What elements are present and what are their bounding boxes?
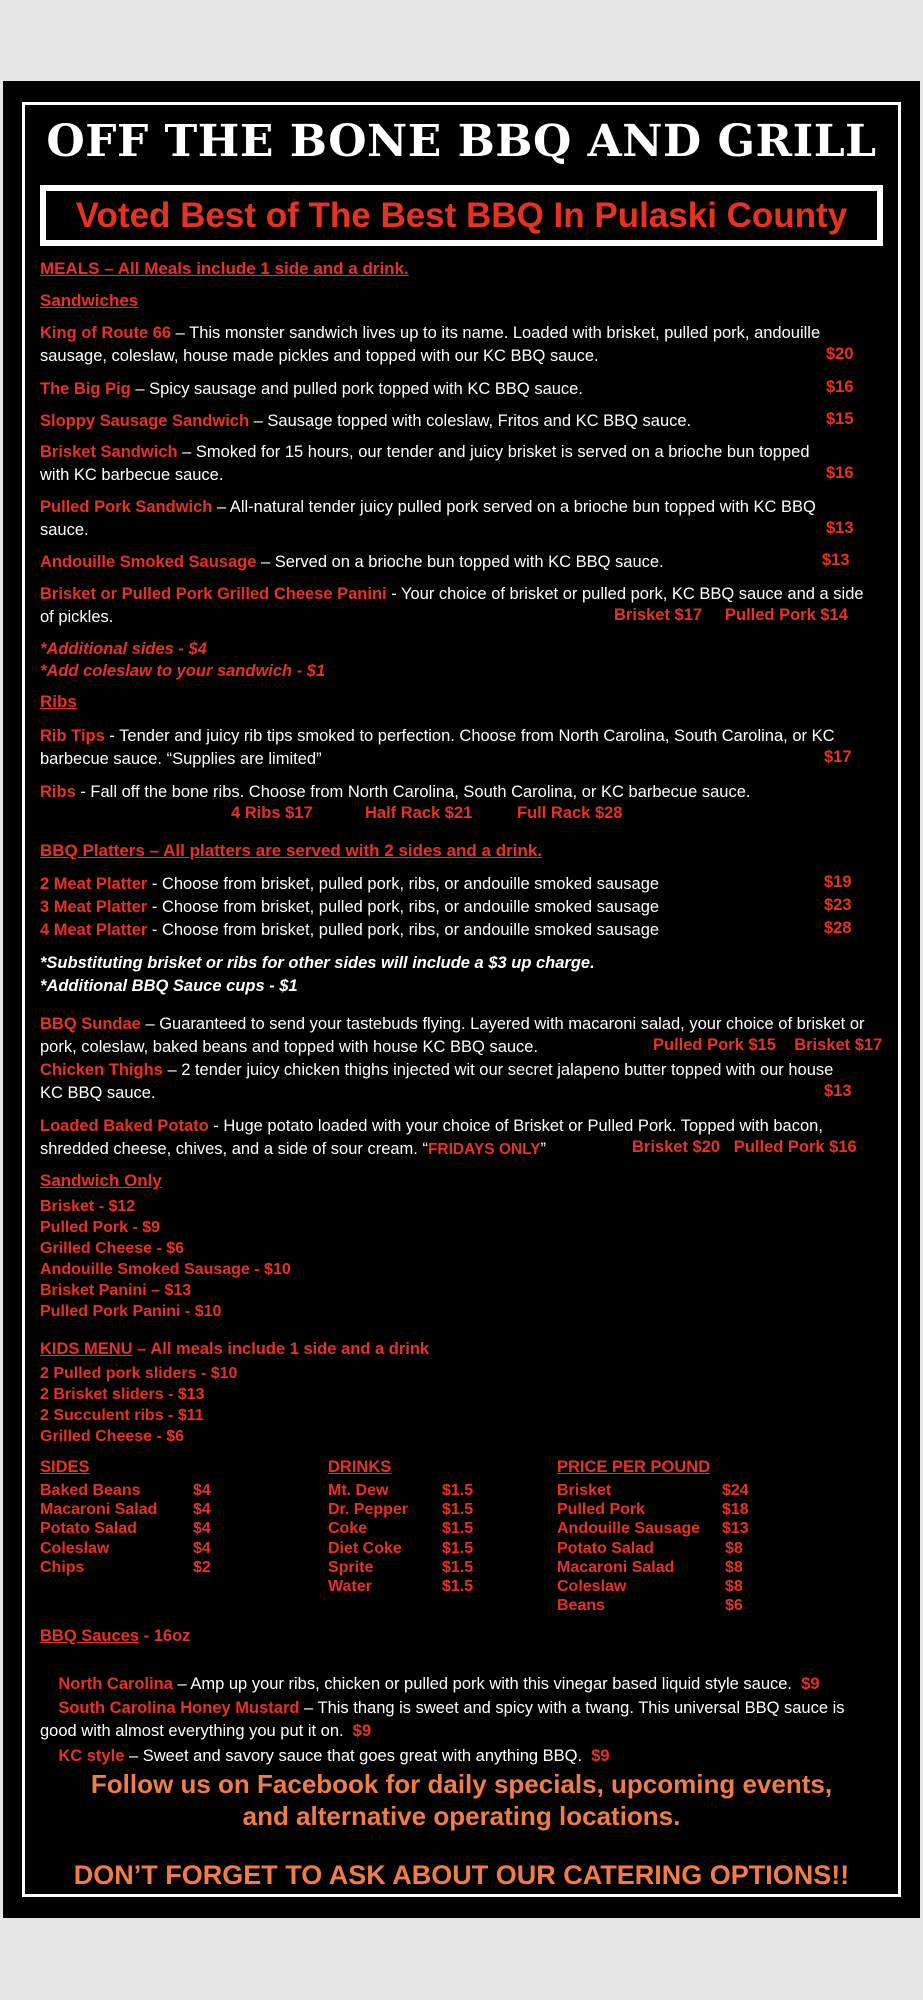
item-price: $13 <box>826 519 854 537</box>
note-substituting: *Substituting brisket or ribs for other sides will include a $3 up charge. <box>40 954 595 972</box>
item-price: $17 <box>824 748 852 766</box>
ppp-name: Beans <box>557 1597 606 1615</box>
sauce-price: $9 <box>591 1747 610 1765</box>
sauces-title: BBQ Sauces <box>40 1627 140 1645</box>
sauce-price: $9 <box>352 1722 372 1740</box>
item-name: Loaded Baked Potato <box>40 1117 209 1135</box>
item-price: $20 <box>826 345 854 363</box>
meals-heading: MEALS – All Meals include 1 side and a drink. <box>40 259 409 278</box>
item-price: $16 <box>826 464 854 482</box>
sides-prices <box>193 1481 211 1577</box>
item-name: Brisket Sandwich <box>40 443 178 461</box>
menu-item-king-of-route-66 <box>40 322 875 368</box>
item-desc: – Served on a brioche bun topped with KC BBQ sauce. <box>256 553 664 571</box>
item-desc: - Fall off the bone ribs. Choose from North Carolina, South Carolina, or KC barbecue sauce. <box>75 783 751 801</box>
ppp-price: $13 <box>722 1520 749 1538</box>
side-name: Chips <box>40 1558 85 1576</box>
item-desc: - Choose from brisket, pulled pork, ribs, or andouille smoked sausage <box>147 921 660 939</box>
item-name: Sloppy Sausage Sandwich <box>40 412 250 430</box>
menu-item-the-big-pig <box>40 378 870 401</box>
ppp-name: Brisket <box>557 1482 612 1499</box>
side-price: $4 <box>193 1520 211 1538</box>
item-name: Pulled Pork Sandwich <box>40 498 213 516</box>
ppp-name: Macaroni Salad <box>557 1558 675 1576</box>
kids-menu-title: KIDS MENU <box>40 1340 133 1358</box>
side-name: Baked Beans <box>40 1482 141 1499</box>
item-name: 2 Meat Platter <box>40 875 148 893</box>
ppp-name: Pulled Pork <box>557 1501 646 1519</box>
list-item: Andouille Smoked Sausage - $10 <box>40 1261 291 1278</box>
ppp-price: $6 <box>725 1597 743 1615</box>
list-item: Grilled Cheese - $6 <box>40 1428 185 1445</box>
drink-price: $1.5 <box>442 1482 474 1499</box>
item-desc: - Your choice of brisket or pulled pork, KC BBQ sauce and a side of pickles. <box>40 585 864 626</box>
item-desc: – Smoked for 15 hours, our tender and juicy brisket is served on a brioche bun topped with KC barbecue sauce. <box>40 443 810 484</box>
item-name: 4 Meat Platter <box>40 921 148 939</box>
platters-heading: BBQ Platters – All platters are served with 2 sides and a drink. <box>40 841 542 860</box>
item-price: $13 <box>822 551 850 569</box>
facebook-line-2: and alternative operating locations. <box>242 1801 681 1831</box>
price-full-rack: Full Rack $28 <box>517 804 623 822</box>
drinks-heading: DRINKS <box>328 1458 392 1476</box>
item-name: The Big Pig <box>40 380 131 398</box>
drink-price: $1.5 <box>442 1578 474 1596</box>
item-price: Brisket $20 Pulled Pork $16 <box>632 1138 857 1156</box>
sandwich-only-list <box>40 1196 291 1322</box>
side-name: Macaroni Salad <box>40 1501 158 1519</box>
ppp-price: $8 <box>725 1558 743 1576</box>
menu-item-pulled-pork-sandwich <box>40 496 820 542</box>
item-desc: - Choose from brisket, pulled pork, ribs, or andouille smoked sausage <box>147 898 660 916</box>
drink-price: $1.5 <box>442 1558 474 1576</box>
list-item: 2 Brisket sliders - $13 <box>40 1386 205 1403</box>
menu-item-chicken-thighs <box>40 1059 860 1105</box>
kids-menu-list <box>40 1363 237 1447</box>
drink-price: $1.5 <box>442 1501 474 1519</box>
list-item: Brisket - $12 <box>40 1198 136 1215</box>
note-sauce-cups: *Additional BBQ Sauce cups - $1 <box>40 977 298 995</box>
drink-price: $1.5 <box>442 1539 474 1557</box>
drink-name: Sprite <box>328 1558 374 1576</box>
sauce-name: KC style <box>58 1747 125 1765</box>
item-name: Ribs <box>40 783 76 801</box>
sauce-price: $9 <box>801 1675 820 1693</box>
ppp-name: Potato Salad <box>557 1539 654 1557</box>
item-desc: - Huge potato loaded with your choice of Brisket or Pulled Pork. Topped with bacon, shredded cheese, chives, and a side of sour cream. “ <box>40 1117 823 1158</box>
note-additional-sides: *Additional sides - $4 <box>40 640 207 658</box>
facebook-line-1: Follow us on Facebook for daily specials, upcoming events, <box>90 1769 833 1799</box>
ppp-name: Andouille Sausage <box>557 1520 701 1538</box>
list-item: 2 Pulled pork sliders - $10 <box>40 1365 238 1382</box>
item-price: $13 <box>824 1082 852 1100</box>
item-name: Rib Tips <box>40 727 105 745</box>
side-name: Potato Salad <box>40 1520 137 1538</box>
item-desc: – Sausage topped with coleslaw, Fritos and KC BBQ sauce. <box>249 412 692 430</box>
list-item: 2 Succulent ribs - $11 <box>40 1407 204 1424</box>
sides-names <box>40 1481 157 1577</box>
ribs-heading: Ribs <box>40 692 77 711</box>
ppp-price: $24 <box>722 1482 749 1499</box>
list-item: Brisket Panini – $13 <box>40 1282 192 1299</box>
drink-name: Dr. Pepper <box>328 1501 409 1519</box>
sauces-size: - 16oz <box>139 1627 191 1645</box>
catering-notice: DON’T FORGET TO ASK ABOUT OUR CATERING OPTIONS!! <box>73 1860 850 1890</box>
drink-name: Mt. Dew <box>328 1482 389 1499</box>
sauce-desc: – This thang is sweet and spicy with a twang. This universal BBQ sauce is good with almost everything you put it on. <box>40 1699 850 1740</box>
item-price: Pulled Pork $15 Brisket $17 <box>653 1036 883 1054</box>
sauce-desc: – Sweet and savory sauce that goes great with anything BBQ. <box>124 1747 592 1765</box>
fridays-only-tag: FRIDAYS ONLY <box>427 1141 541 1158</box>
drink-name: Water <box>328 1578 372 1596</box>
item-price: $23 <box>824 896 852 914</box>
item-price: $15 <box>826 410 854 428</box>
item-desc: – Guaranteed to send your tastebuds flying. Layered with macaroni salad, your choice of brisket or pork, coleslaw, baked beans and topped with house KC BBQ sauce. <box>40 1015 865 1056</box>
ppp-price: $18 <box>722 1501 749 1519</box>
side-price: $2 <box>193 1558 211 1576</box>
menu-item-3-meat-platter <box>40 896 870 919</box>
item-desc: - Tender and juicy rib tips smoked to perfection. Choose from North Carolina, South Carolina, or KC barbecue sauce. “Supplies are limited” <box>40 727 835 768</box>
menu-item-ribs <box>40 781 870 804</box>
price-per-pound-names <box>557 1481 700 1615</box>
list-item: Grilled Cheese - $6 <box>40 1240 185 1257</box>
sandwich-only-heading: Sandwich Only <box>40 1171 162 1190</box>
item-desc-close: ” <box>540 1140 547 1158</box>
restaurant-title: OFF THE BONE BBQ AND GRILL <box>46 116 877 167</box>
sauce-name: South Carolina Honey Mustard <box>58 1699 300 1717</box>
list-item: Pulled Pork Panini - $10 <box>40 1303 222 1320</box>
menu-item-rib-tips <box>40 725 875 771</box>
drink-name: Diet Coke <box>328 1539 402 1557</box>
menu-item-4-meat-platter <box>40 919 870 942</box>
drinks-prices <box>442 1481 473 1596</box>
price-per-pound-prices <box>722 1481 749 1615</box>
item-price: Brisket $17 Pulled Pork $14 <box>614 606 848 624</box>
item-price: $28 <box>824 919 852 937</box>
note-add-coleslaw: *Add coleslaw to your sandwich - $1 <box>40 662 326 680</box>
price-per-pound-heading: PRICE PER POUND <box>557 1458 711 1476</box>
price-4-ribs: 4 Ribs $17 <box>231 804 313 822</box>
drink-price: $1.5 <box>442 1520 474 1538</box>
item-desc: – All-natural tender juicy pulled pork served on a brioche bun topped with KC BBQ sauce. <box>40 498 816 539</box>
ppp-name: Coleslaw <box>557 1578 627 1596</box>
list-item: Pulled Pork - $9 <box>40 1219 161 1236</box>
drinks-names <box>328 1481 408 1596</box>
kids-menu-subtitle: – All meals include 1 side and a drink <box>132 1340 430 1358</box>
item-desc: – Spicy sausage and pulled pork topped with KC BBQ sauce. <box>130 380 583 398</box>
drink-name: Coke <box>328 1520 368 1538</box>
menu-item-brisket-sandwich <box>40 441 820 487</box>
sauce-name: North Carolina <box>58 1675 173 1693</box>
sandwiches-heading: Sandwiches <box>40 291 139 310</box>
menu-item-andouille-smoked-sausage <box>40 551 870 574</box>
ppp-price: $8 <box>725 1539 743 1557</box>
item-name: BBQ Sundae <box>40 1015 141 1033</box>
ppp-price: $8 <box>725 1578 743 1596</box>
kids-menu-heading <box>40 1340 429 1359</box>
side-price: $4 <box>193 1501 211 1519</box>
award-banner-text: Voted Best of The Best BBQ In Pulaski County <box>75 195 848 235</box>
sauce-desc: – Amp up your ribs, chicken or pulled pork with this vinegar based liquid style sauce. <box>172 1675 802 1693</box>
menu-item-sloppy-sausage-sandwich <box>40 410 870 433</box>
item-desc: – 2 tender juicy chicken thighs injected wit our secret jalapeno butter topped with our house KC BBQ sauce. <box>40 1061 834 1102</box>
item-desc: – This monster sandwich lives up to its name. Loaded with brisket, pulled pork, andouille sausage, coleslaw, house made pickles and topped with our KC BBQ sauce. <box>40 324 821 365</box>
item-name: Brisket or Pulled Pork Grilled Cheese Panini <box>40 585 387 603</box>
side-price: $4 <box>193 1539 211 1557</box>
menu-item-2-meat-platter <box>40 873 870 896</box>
item-name: 3 Meat Platter <box>40 898 148 916</box>
item-price: $16 <box>826 378 854 396</box>
award-banner <box>40 185 883 246</box>
sauces-heading <box>40 1627 190 1646</box>
item-name: King of Route 66 <box>40 324 172 342</box>
side-price: $4 <box>193 1482 211 1499</box>
side-name: Coleslaw <box>40 1539 110 1557</box>
price-half-rack: Half Rack $21 <box>365 804 473 822</box>
item-price: $19 <box>824 873 852 891</box>
item-desc: - Choose from brisket, pulled pork, ribs, or andouille smoked sausage <box>147 875 660 893</box>
item-name: Andouille Smoked Sausage <box>40 553 257 571</box>
sides-heading: SIDES <box>40 1458 90 1476</box>
item-name: Chicken Thighs <box>40 1061 163 1079</box>
